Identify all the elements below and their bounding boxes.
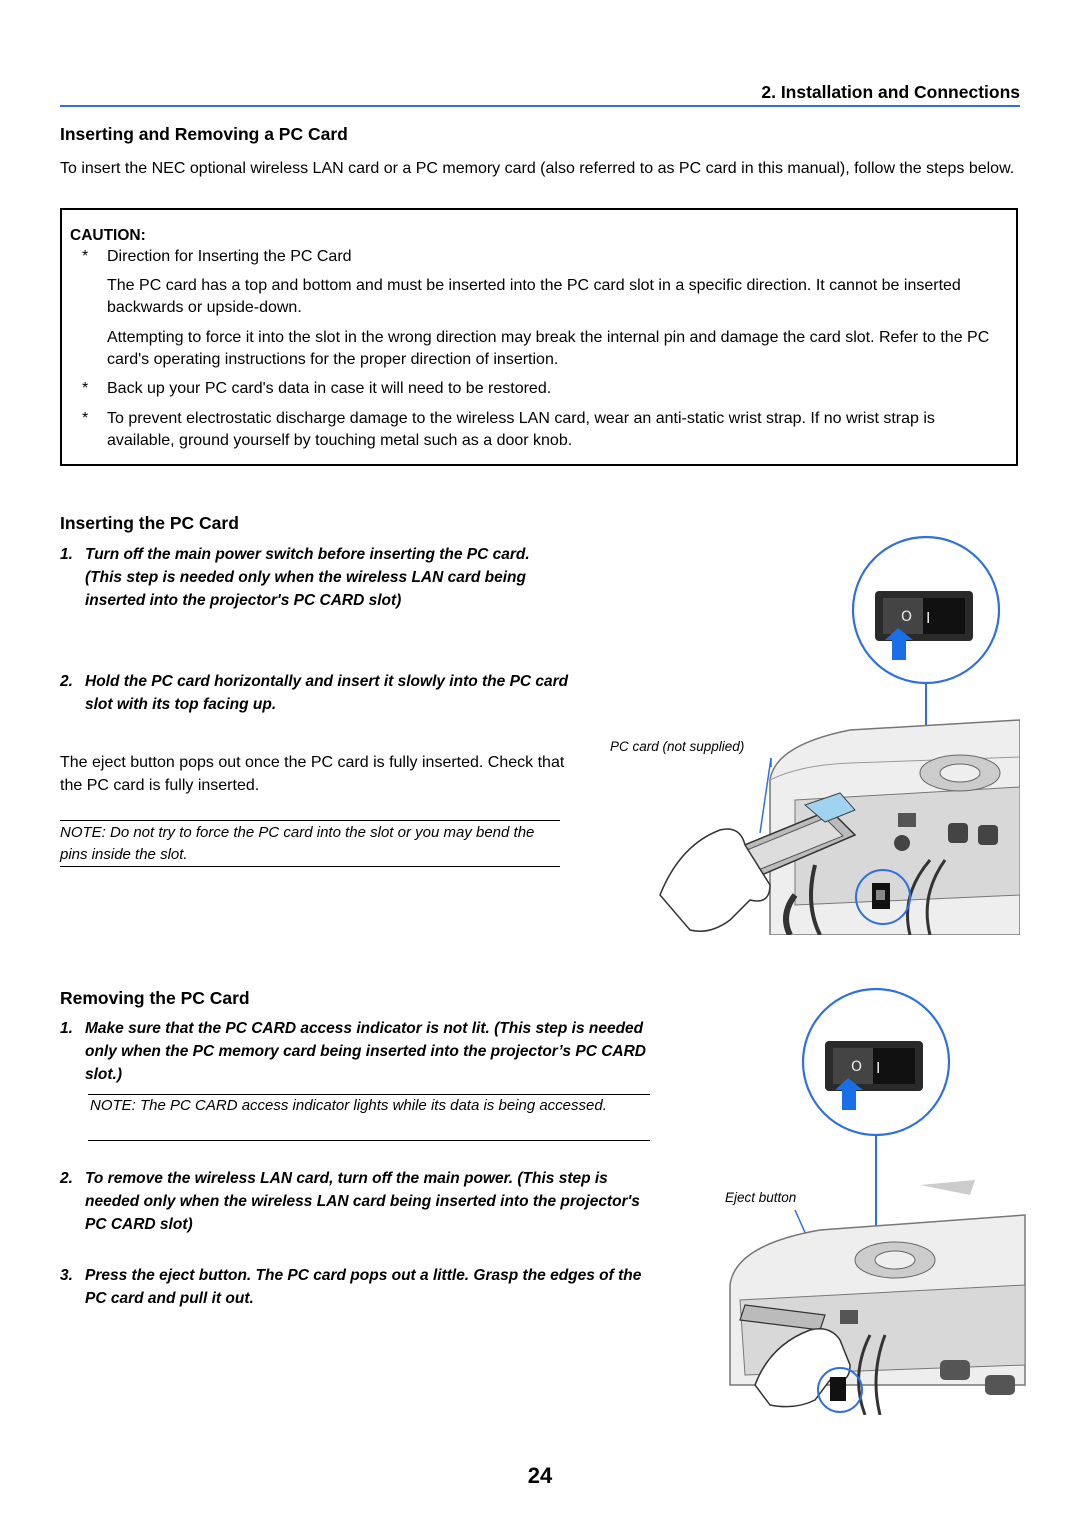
inserting-step-1: 1. Turn off the main power switch before inserting the PC card. (This step is needed only when the wireless LAN card being inserted into the projector's PC CARD slot): [60, 546, 530, 609]
figure-label-pc-card: PC card (not supplied): [610, 739, 745, 754]
removing-step-3: 3. Press the eject button. The PC card pops out a little. Grasp the edges of the PC card and pull it out.: [60, 1267, 642, 1307]
caution-item: Attempting to force it into the slot in the wrong direction may break the internal pin and damage the card slot. Refer to the PC card's operating instructions for the proper direction of insertion.: [107, 329, 990, 368]
switch-off-symbol: O: [901, 609, 913, 625]
caution-title: CAUTION:: [70, 227, 146, 244]
page-number: 24: [527, 1463, 553, 1488]
caution-item: The PC card has a top and bottom and must be inserted into the PC card slot in a specific direction. It cannot be inserted backwards or upside-down.: [107, 277, 961, 316]
switch-on-symbol: I: [926, 609, 931, 627]
section-header-title: 2. Installation and Connections: [761, 82, 1020, 102]
caution-item: * Back up your PC card's data in case it will need to be restored.: [82, 380, 552, 397]
switch-on-symbol: I: [876, 1059, 881, 1077]
note-rule: [60, 820, 560, 821]
power-switch-icon: [875, 591, 973, 641]
intro-paragraph: To insert the NEC optional wireless LAN card or a PC memory card (also referred to as PC card in this manual), follow the steps below.: [60, 160, 1015, 177]
caution-item: * To prevent electrostatic discharge damage to the wireless LAN card, wear an anti-static wrist strap. If no wrist strap is available, ground yourself by touching metal such as a door knob.: [82, 410, 935, 449]
note-rule: [60, 866, 560, 867]
switch-off-symbol: O: [851, 1059, 863, 1075]
power-switch-icon: [825, 1041, 923, 1091]
figure-label-eject-button: Eject button: [725, 1190, 797, 1205]
insert-pc-card-illustration: [600, 525, 1020, 935]
eject-info-paragraph: The eject button pops out once the PC card is fully inserted. Check that the PC card is fully inserted.: [60, 754, 565, 794]
removing-step-2: 2. To remove the wireless LAN card, turn off the main power. (This step is needed only when the wireless LAN card being inserted into the projector's PC CARD slot): [60, 1170, 640, 1233]
removing-heading: Removing the PC Card: [60, 988, 250, 1008]
header-rule: [60, 105, 1020, 107]
inserting-step-2: 2. Hold the PC card horizontally and insert it slowly into the PC card slot with its top facing up.: [60, 673, 569, 713]
caution-box: [60, 208, 1018, 466]
caution-item: * Direction for Inserting the PC Card: [82, 248, 352, 265]
inserting-heading: Inserting the PC Card: [60, 513, 239, 533]
inserting-note: NOTE: Do not try to force the PC card into the slot or you may bend the pins inside the slot.: [60, 824, 535, 863]
removing-step-1: 1. Make sure that the PC CARD access indicator is not lit. (This step is needed only when the PC memory card being inserted into the projector’s PC CARD slot.): [60, 1020, 646, 1083]
remove-pc-card-illustration: [700, 985, 1030, 1415]
page-title: Inserting and Removing a PC Card: [60, 124, 348, 144]
note-rule: [88, 1140, 650, 1141]
removing-note: NOTE: The PC CARD access indicator lights while its data is being accessed.: [90, 1097, 607, 1114]
